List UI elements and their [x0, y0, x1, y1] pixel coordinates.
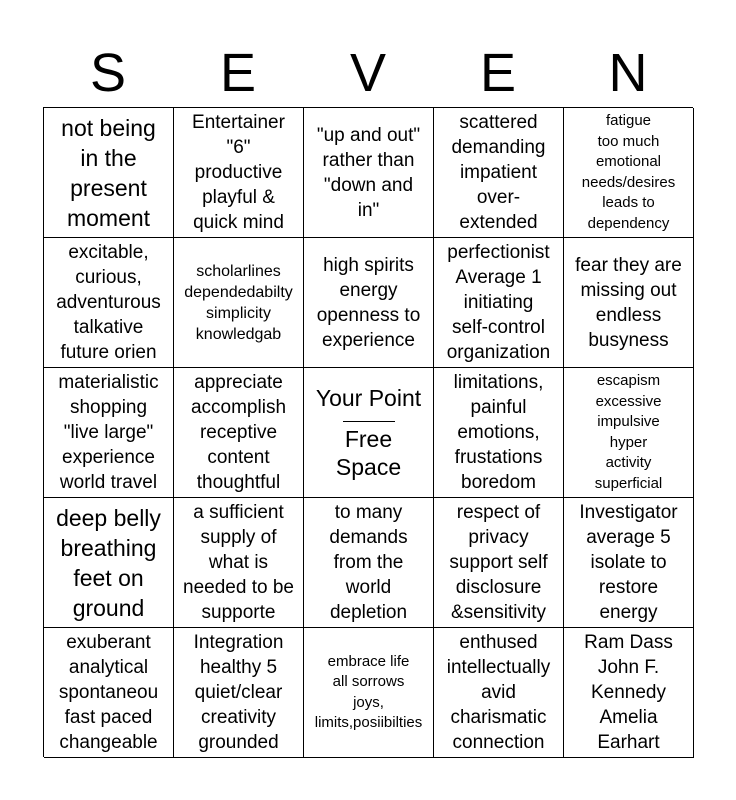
cell-text-line: respect of — [456, 502, 541, 523]
cell-text-line: not being — [61, 114, 156, 141]
cell-text-line: &sensitivity — [450, 602, 547, 623]
free-space-divider — [343, 421, 395, 422]
cell-text-line: leads to — [602, 194, 655, 211]
cell-text-line: appreciate — [194, 372, 283, 393]
cell-text-line: average 5 — [586, 527, 671, 548]
cell-text-line: changeable — [59, 732, 158, 753]
bingo-header — [43, 40, 693, 106]
cell-text-line: enthused — [459, 632, 538, 653]
cell-text-line: in" — [357, 199, 380, 221]
bingo-cell[interactable] — [44, 368, 174, 498]
cell-text-line: talkative — [73, 317, 144, 338]
cell-text-line: depletion — [329, 602, 408, 623]
cell-text-line: in the — [80, 144, 137, 171]
cell-text-line: quick mind — [193, 212, 284, 233]
cell-text-line: initiating — [463, 292, 534, 313]
cell-text-line: world travel — [59, 472, 158, 493]
bingo-cell[interactable] — [174, 238, 304, 368]
cell-text-line: activity — [605, 454, 652, 471]
cell-text-line: quiet/clear — [194, 682, 283, 703]
header-letter-e: E — [219, 43, 257, 103]
cell-text-line: "up and out" — [316, 124, 421, 146]
bingo-cell[interactable] — [434, 108, 564, 238]
bingo-cell[interactable] — [564, 498, 694, 628]
cell-text-line: moment — [66, 204, 151, 231]
cell-text-line: embrace life — [327, 652, 410, 670]
cell-text-line: demands — [329, 527, 408, 548]
cell-text-line: restore — [598, 577, 659, 598]
cell-text-line: hyper — [609, 433, 648, 451]
cell-text-line: needed to be — [183, 577, 294, 598]
cell-text-line: limits,posiibilties — [314, 714, 423, 731]
cell-text-line: Investigator — [579, 502, 678, 523]
cell-text-line: spontaneou — [58, 682, 159, 703]
cell-text-line: what is — [208, 552, 269, 573]
free-space-label-2: Space — [335, 454, 402, 480]
cell-text-line: experience — [322, 329, 415, 351]
bingo-cell[interactable] — [304, 108, 434, 238]
cell-text-line: to many — [334, 502, 403, 523]
bingo-cell[interactable] — [44, 108, 174, 238]
cell-text-line: world — [345, 577, 392, 598]
cell-text-line: Integration — [193, 632, 284, 653]
cell-text-line: self-control — [452, 317, 545, 338]
cell-text-line: materialistic — [58, 372, 159, 393]
cell-text-line: receptive — [199, 422, 278, 443]
cell-text-line: Ram Dass — [584, 632, 673, 653]
cell-text-line: supporte — [201, 602, 276, 623]
cell-text-line: future orien — [60, 342, 157, 363]
cell-text-line: connection — [452, 732, 545, 753]
cell-text-line: rather than — [322, 149, 415, 171]
cell-text-line: escapism — [596, 372, 661, 389]
bingo-cell[interactable] — [44, 498, 174, 628]
cell-text-line: experience — [62, 447, 155, 468]
cell-text-line: demanding — [451, 137, 546, 158]
cell-text-line: breathing — [60, 534, 157, 561]
cell-text-line: Earhart — [597, 732, 660, 753]
bingo-cell[interactable] — [174, 368, 304, 498]
header-letter-v: V — [349, 43, 387, 103]
cell-text-line: extended — [459, 212, 538, 233]
bingo-cell[interactable] — [564, 628, 694, 758]
cell-text-line: energy — [599, 602, 658, 623]
bingo-cell[interactable] — [434, 498, 564, 628]
cell-text-line: ground — [72, 594, 145, 621]
bingo-cell[interactable] — [304, 628, 434, 758]
header-letter-n: N — [608, 43, 648, 103]
cell-text-line: all sorrows — [332, 673, 405, 690]
cell-text-line: disclosure — [455, 577, 542, 598]
cell-text-line: openness to — [316, 304, 421, 326]
cell-text-line: scattered — [459, 112, 538, 133]
cell-text-line: support self — [449, 552, 548, 573]
bingo-cell[interactable] — [434, 238, 564, 368]
cell-text-line: "6" — [226, 137, 251, 158]
cell-text-line: emotions, — [457, 422, 540, 443]
cell-text-line: knowledgab — [195, 325, 282, 343]
cell-text-line: endless — [595, 304, 662, 326]
bingo-cell[interactable] — [304, 498, 434, 628]
cell-text-line: isolate to — [590, 552, 667, 573]
cell-text-line: privacy — [468, 527, 529, 548]
free-space-cell[interactable] — [304, 368, 434, 498]
cell-text-line: John F. — [597, 657, 660, 678]
bingo-cell[interactable] — [564, 238, 694, 368]
cell-text-line: productive — [194, 162, 283, 183]
cell-text-line: frustations — [454, 447, 543, 468]
cell-text-line: dependency — [587, 214, 670, 232]
cell-text-line: accomplish — [190, 397, 287, 418]
cell-text-line: playful & — [202, 187, 275, 208]
bingo-cell[interactable] — [434, 368, 564, 498]
cell-text-line: intellectually — [446, 657, 551, 678]
bingo-cell[interactable] — [564, 108, 694, 238]
cell-text-line: organization — [446, 342, 551, 363]
cell-text-line: present — [70, 174, 147, 201]
cell-text-line: boredom — [461, 472, 536, 493]
cell-text-line: perfectionist — [447, 242, 550, 263]
cell-text-line: a sufficient — [193, 502, 284, 523]
cell-text-line: grounded — [198, 732, 279, 753]
cell-text-line: busyness — [588, 329, 669, 351]
cell-text-line: impulsive — [597, 413, 660, 430]
header-letter-e-2: E — [479, 43, 517, 103]
header-letter-s: S — [89, 43, 127, 103]
free-space-label: Free — [344, 426, 393, 452]
cell-text-line: fast paced — [64, 707, 153, 728]
cell-text-line: excitable, — [68, 242, 149, 263]
cell-text-line: shopping — [69, 397, 148, 418]
cell-text-line: creativity — [201, 707, 276, 728]
cell-text-line: curious, — [75, 267, 142, 288]
cell-text-line: painful — [470, 397, 527, 418]
cell-text-line: simplicity — [206, 304, 271, 322]
cell-text-line: "live large" — [63, 422, 154, 443]
cell-text-line: from the — [333, 552, 404, 573]
free-space-title: Your Point — [315, 385, 422, 411]
cell-text-line: adventurous — [56, 292, 161, 313]
cell-text-line: supply of — [200, 527, 277, 548]
cell-text-line: analytical — [68, 657, 149, 678]
cell-text-line: emotional — [595, 153, 662, 170]
bingo-cell[interactable] — [434, 628, 564, 758]
cell-text-line: deep belly — [56, 504, 161, 531]
cell-text-line: thoughtful — [196, 472, 281, 493]
cell-text-line: charismatic — [450, 707, 547, 728]
cell-text-line: superficial — [594, 474, 663, 492]
cell-text-line: Kennedy — [590, 682, 666, 703]
cell-text-line: Average 1 — [455, 267, 542, 288]
cell-text-line: healthy 5 — [199, 657, 278, 678]
bingo-board — [43, 107, 693, 757]
cell-text-line: scholarlines — [196, 262, 281, 280]
cell-text-line: high spirits — [323, 254, 414, 276]
bingo-cell[interactable] — [304, 238, 434, 368]
bingo-cell[interactable] — [174, 108, 304, 238]
cell-text-line: dependedabilty — [184, 283, 293, 301]
cell-text-line: content — [207, 447, 270, 468]
cell-text-line: too much — [597, 132, 660, 150]
cell-text-line: avid — [481, 682, 516, 703]
cell-text-line: excessive — [595, 392, 662, 410]
cell-text-line: Amelia — [599, 707, 658, 728]
cell-text-line: impatient — [459, 162, 538, 183]
cell-text-line: limitations, — [453, 372, 544, 393]
cell-text-line: fear they are — [575, 254, 682, 276]
cell-text-line: feet on — [73, 564, 144, 591]
cell-text-line: "down and — [323, 174, 414, 196]
cell-text-line: over- — [476, 187, 521, 208]
cell-text-line: Entertainer — [192, 112, 285, 133]
bingo-cell[interactable] — [564, 368, 694, 498]
bingo-cell[interactable] — [174, 628, 304, 758]
cell-text-line: energy — [339, 279, 398, 301]
bingo-cell[interactable] — [44, 238, 174, 368]
cell-text-line: missing out — [580, 279, 677, 301]
cell-text-line: needs/desires — [581, 173, 676, 191]
bingo-cell[interactable] — [174, 498, 304, 628]
cell-text-line: fatigue — [605, 112, 652, 129]
cell-text-line: joys, — [353, 693, 384, 711]
cell-text-line: exuberant — [66, 632, 151, 653]
bingo-cell[interactable] — [44, 628, 174, 758]
